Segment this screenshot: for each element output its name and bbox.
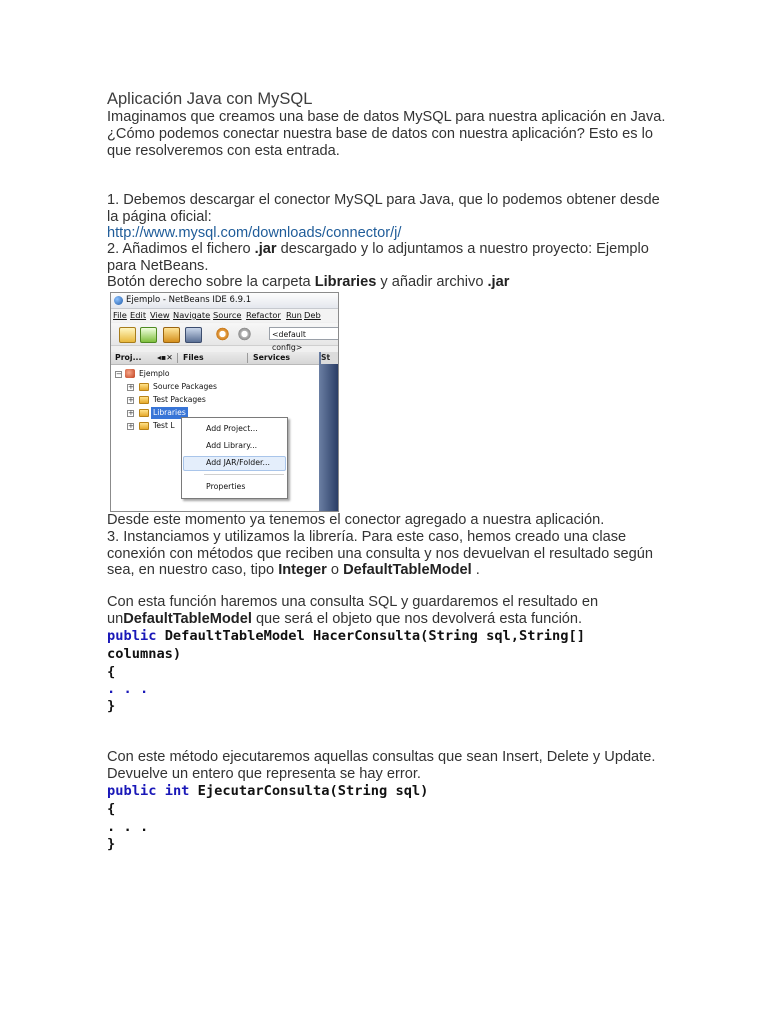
connector-download-link[interactable]: http://www.mysql.com/downloads/connector/j/	[107, 225, 402, 241]
step3-integer-bold: Integer	[278, 562, 327, 578]
folder-icon	[139, 396, 149, 404]
step3-line-3	[107, 562, 480, 579]
tab-start[interactable]: St	[321, 352, 338, 364]
code2-line-1	[107, 782, 428, 800]
tab-files[interactable]: Files	[183, 353, 204, 362]
step3-line-2: conexión con métodos que reciben una consulta y nos devuelvan el resultado según	[107, 546, 654, 562]
func1-text-d: que será el objeto que nos devolverá esta función.	[251, 611, 583, 627]
step2-jar-bold-2: .jar	[487, 274, 510, 290]
tree-label-ejemplo: Ejemplo	[139, 369, 170, 378]
library-folder-icon	[139, 409, 149, 417]
code2-close-brace: }	[107, 836, 116, 852]
document-title: Aplicación Java con MySQL	[107, 90, 313, 108]
step2-text-a: 2. Añadimos el fichero	[107, 241, 255, 257]
context-add-project[interactable]: Add Project...	[206, 424, 258, 433]
editor-area	[319, 352, 338, 511]
tab-projects[interactable]: Proj...	[115, 353, 142, 362]
context-add-library[interactable]: Add Library...	[206, 441, 258, 450]
code2-keyword-int: int	[164, 783, 190, 799]
code1-line-1	[107, 627, 585, 645]
step2-line-2: para NetBeans.	[107, 258, 209, 274]
undo-icon[interactable]	[215, 327, 230, 341]
func1-line-1: Con esta función haremos una consulta SQL y guardaremos el resultado en	[107, 594, 599, 610]
project-icon	[125, 369, 135, 378]
context-menu	[181, 417, 288, 499]
save-all-icon[interactable]	[185, 327, 202, 343]
folder-icon	[139, 383, 149, 391]
tree-label-libraries: Libraries	[153, 408, 186, 417]
tree-label-test-packages: Test Packages	[153, 395, 206, 404]
tab-controls[interactable]: ◂▪✕	[157, 353, 173, 362]
ide-toolbar	[111, 323, 338, 352]
expand-icon[interactable]: +	[128, 409, 134, 417]
menu-edit[interactable]: Edit	[130, 310, 147, 320]
code1-close-brace: }	[107, 698, 116, 714]
context-properties[interactable]: Properties	[206, 482, 246, 491]
func1-line-2	[107, 611, 582, 628]
func1-text-b: un	[107, 611, 124, 627]
menu-view[interactable]: View	[150, 310, 170, 320]
library-folder-icon	[139, 422, 149, 430]
menu-debug[interactable]: Deb	[304, 310, 321, 320]
expand-icon[interactable]: +	[128, 383, 134, 391]
func2-line-2: Devuelve un entero que representa se hay error.	[107, 766, 421, 782]
tab-services[interactable]: Services	[253, 353, 291, 362]
ide-titlebar	[111, 293, 338, 309]
code2-open-brace: {	[107, 801, 116, 817]
code1-ellipsis: . . .	[107, 681, 149, 697]
code1-keyword-public: public	[107, 628, 157, 644]
netbeans-screenshot	[110, 292, 339, 512]
step2-text-c: descargado y lo adjuntamos a nuestro proyecto: Ejemplo	[276, 241, 649, 257]
step1-line-2: la página oficial:	[107, 209, 212, 225]
new-file-icon[interactable]	[140, 327, 157, 343]
ide-window-title: Ejemplo - NetBeans IDE 6.9.1	[126, 295, 252, 305]
step2-text-e: Botón derecho sobre la carpeta	[107, 274, 315, 290]
step3-line-1: 3. Instanciamos y utilizamos la librería. Para este caso, hemos creado una clase	[107, 529, 627, 545]
step2-text-g: y añadir archivo	[376, 274, 488, 290]
new-project-icon[interactable]	[119, 327, 136, 343]
menu-file[interactable]: File	[113, 310, 127, 320]
collapse-icon[interactable]: −	[116, 370, 122, 378]
expand-icon[interactable]: +	[128, 422, 134, 430]
func1-defaulttablemodel-bold: DefaultTableModel	[123, 611, 252, 627]
code2-keyword-public: public	[107, 783, 157, 799]
code1-open-brace: {	[107, 664, 116, 680]
step2-line-3	[107, 274, 509, 291]
after-image-line: Desde este momento ya tenemos el conector agregado a nuestra aplicación.	[107, 512, 605, 528]
code2-ellipsis: . . .	[107, 819, 149, 835]
intro-line-2: ¿Cómo podemos conectar nuestra base de datos con nuestra aplicación? Esto es lo	[107, 126, 653, 142]
menu-source[interactable]: Source	[213, 310, 242, 320]
step2-libraries-bold: Libraries	[314, 274, 377, 290]
code1-signature: DefaultTableModel HacerConsulta(String sql,String[]	[156, 628, 585, 644]
step2-line-1	[107, 241, 649, 258]
open-project-icon[interactable]	[163, 327, 180, 343]
menu-navigate[interactable]: Navigate	[173, 310, 211, 320]
func2-line-1: Con este método ejecutaremos aquellas consultas que sean Insert, Delete y Update.	[107, 749, 656, 765]
step3-text-e: o	[326, 562, 344, 578]
step3-text-c: sea, en nuestro caso, tipo	[107, 562, 279, 578]
intro-line-1: Imaginamos que creamos una base de datos MySQL para nuestra aplicación en Java.	[107, 109, 666, 125]
context-menu-divider	[204, 474, 284, 475]
tree-label-source-packages: Source Packages	[153, 382, 217, 391]
menu-run[interactable]: Run	[286, 310, 302, 320]
step2-jar-bold: .jar	[254, 241, 277, 257]
ide-menubar	[111, 309, 338, 322]
config-dropdown[interactable]: <default config>	[269, 327, 339, 340]
redo-icon[interactable]	[237, 327, 252, 341]
expand-icon[interactable]: +	[128, 396, 134, 404]
step3-defaulttablemodel-bold: DefaultTableModel	[343, 562, 472, 578]
intro-line-3: que resolveremos con esta entrada.	[107, 143, 340, 159]
ide-panel-tabs	[111, 352, 338, 365]
netbeans-app-icon	[114, 296, 123, 305]
step1-line-1: 1. Debemos descargar el conector MySQL para Java, que lo podemos obtener desde	[107, 192, 660, 208]
code2-signature: EjecutarConsulta(String sql)	[189, 783, 429, 799]
code1-line-2: columnas)	[107, 646, 182, 662]
menu-refactor[interactable]: Refactor	[246, 310, 281, 320]
context-add-jar-folder[interactable]: Add JAR/Folder...	[206, 458, 270, 467]
tree-label-test-libraries: Test L	[153, 421, 175, 430]
step3-text-g: .	[471, 562, 480, 578]
